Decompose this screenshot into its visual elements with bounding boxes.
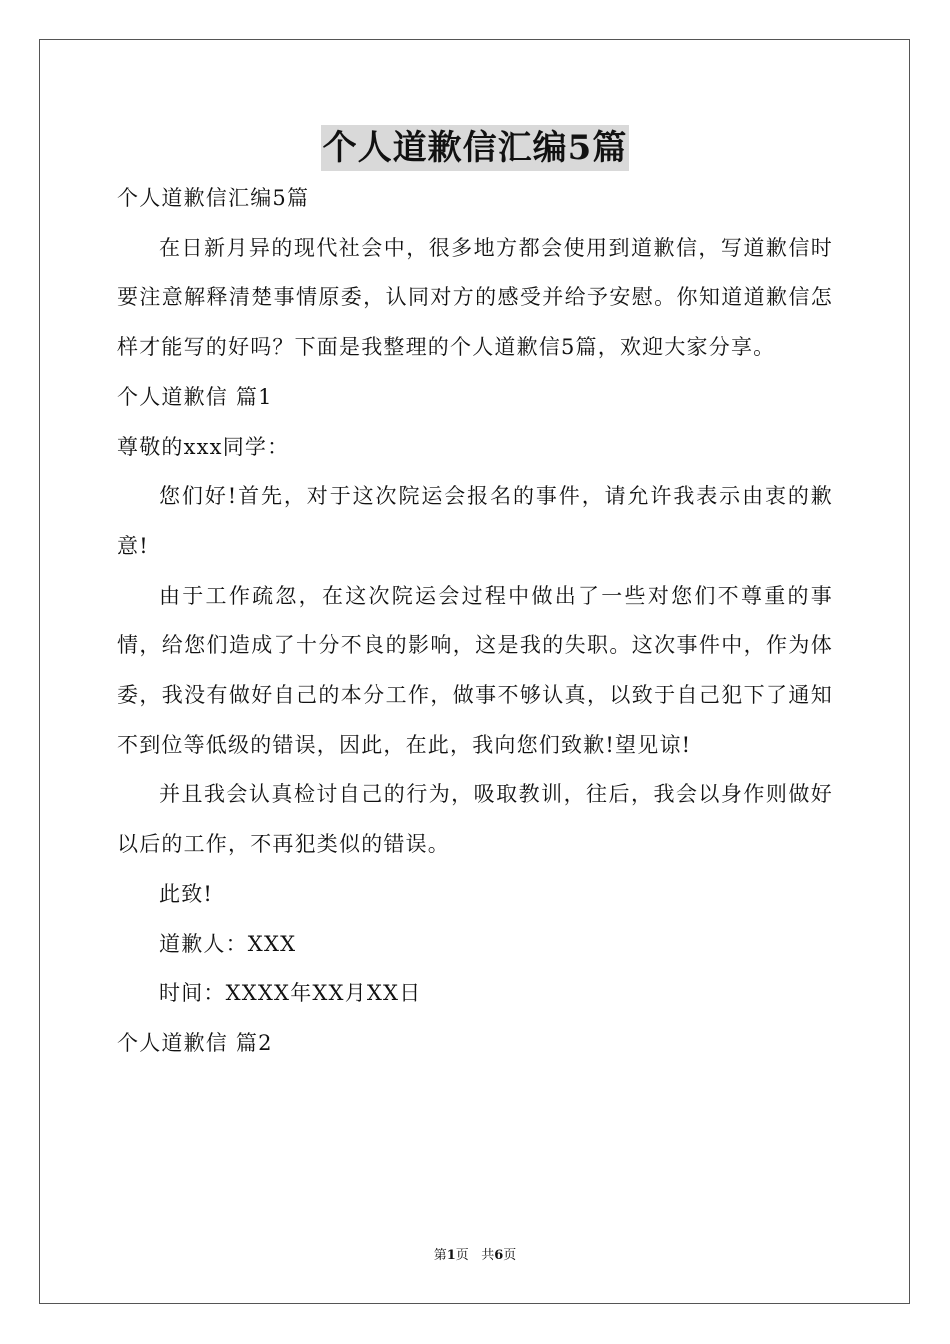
date-line: 时间：XXXX年XX月XX日 (159, 981, 422, 1006)
footer-total-pages: 6 (494, 1248, 504, 1263)
paragraph-commitment: 并且我会认真检讨自己的行为，吸取教训，往后，我会以身作则做好以后的工作，不再犯类似的错误。 (117, 782, 833, 857)
intro-paragraph: 在日新月异的现代社会中，很多地方都会使用到道歉信，写道歉信时要注意解释清楚事情原委，认同对方的感受并给予安慰。你知道道歉信怎样才能写的好吗？下面是我整理的个人道歉信5篇，欢迎大家分享。 (117, 235, 833, 360)
subtitle-line: 个人道歉信汇编5篇 (117, 186, 310, 210)
paragraph-greeting: 您们好!首先，对于这次院运会报名的事件，请允许我表示由衷的歉意! (117, 484, 833, 558)
footer-page-prefix: 第 (433, 1248, 447, 1263)
footer-total-prefix: 共 (481, 1248, 495, 1263)
document-body (117, 174, 833, 1069)
page-footer (0, 1247, 950, 1265)
salutation: 尊敬的xxx同学： (117, 434, 290, 459)
section-heading-2: 个人道歉信 篇2 (117, 1030, 273, 1055)
paragraph-explanation: 由于工作疏忽，在这次院运会过程中做出了一些对您们不尊重的事情，给您们造成了十分不良的影响，这是我的失职。这次事件中，作为体委，我没有做好自己的本分工作，做事不够认真，以致于自己犯下了通知不到位等低级的错误，因此，在此，我向您们致歉!望见谅! (117, 583, 833, 757)
footer-total-suffix: 页 (503, 1248, 517, 1263)
document-title: 个人道歉信汇编5篇 (321, 125, 630, 171)
title-container (0, 125, 950, 171)
footer-page-number: 1 (446, 1248, 456, 1263)
section-heading-1: 个人道歉信 篇1 (117, 384, 273, 409)
footer-page-suffix: 页 (455, 1248, 469, 1263)
signature-line: 道歉人：XXX (159, 931, 297, 956)
closing-line: 此致! (159, 881, 214, 906)
